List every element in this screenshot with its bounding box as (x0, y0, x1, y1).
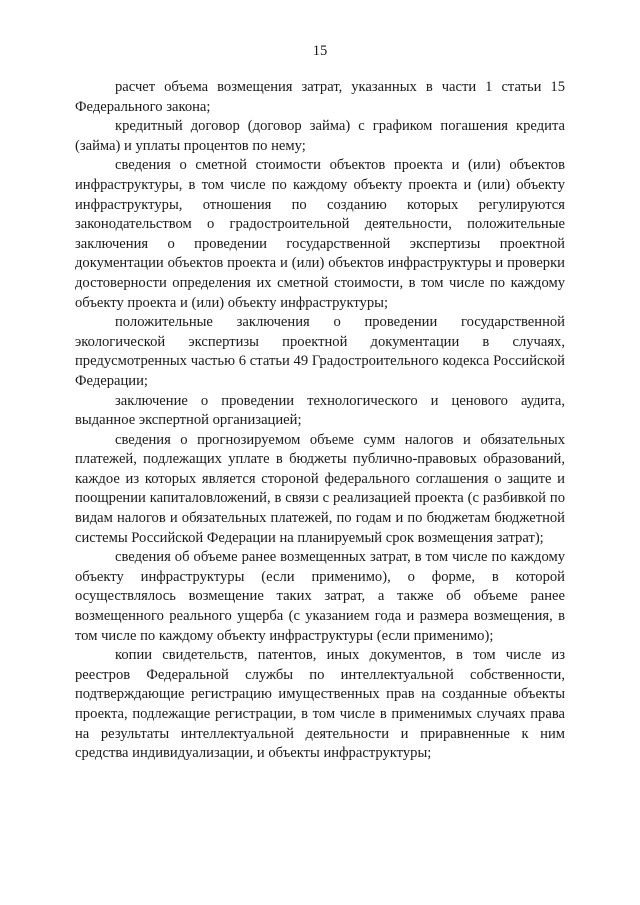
paragraph-loan-agreement: кредитный договор (договор займа) с графиком погашения кредита (займа) и уплаты процентов по нему; (75, 118, 565, 154)
document-body (75, 78, 565, 764)
paragraph-tax-forecast: сведения о прогнозируемом объеме сумм налогов и обязательных платежей, подлежащих уплате в бюджеты публично-правовых образований, каждое из которых является стороной федерального соглашения о защите и поощрении капиталовложений, в связи с реализацией проекта (с разбивкой по видам налогов и обязательных платежей, по годам и по бюджетам бюджетной системы Российской Федерации на планируемый срок возмещения затрат); (75, 431, 565, 546)
paragraph-technology-audit: заключение о проведении технологического и ценового аудита, выданное экспертной организацией; (75, 392, 565, 429)
page-number: 15 (312, 43, 328, 59)
paragraph-estimated-cost: сведения о сметной стоимости объектов проекта и (или) объектов инфраструктуры, в том числе по каждому объекту проекта и (или) объекту инфраструктуры, отношения по созданию которых регулируются законодательством о градостроительной деятельности, положительные заключения о проведении государственной экспертизы проектной документации объектов проекта и (или) объектов инфраструктуры и проверки достоверности определения их сметной стоимости, в том числе по каждому объекту проекта и (или) объекту инфраструктуры; (75, 157, 565, 311)
paragraph-cost-calculation: расчет объема возмещения затрат, указанных в части 1 статьи 15 Федерального закона; (75, 79, 565, 115)
paragraph-ecological-expertise: положительные заключения о проведении государственной экологической экспертизы проектной документации в случаях, предусмотренных частью 6 статьи 49 Градостроительного кодекса Российской Федерации; (75, 314, 565, 389)
paragraph-previous-reimbursement: сведения об объеме ранее возмещенных затрат, в том числе по каждому объекту инфраструктуры (если применимо), о форме, в которой осуществлялось возмещение таких затрат, а также об объеме ранее возмещенного реального ущерба (с указанием года и размера возмещения, в том числе по каждому объекту инфраструктуры (если применимо); (75, 549, 565, 644)
paragraph-ip-certificates: копии свидетельств, патентов, иных документов, в том числе из реестров Федеральной службы по интеллектуальной собственности, подтверждающие регистрацию имущественных прав на созданные объекты проекта, подлежащие регистрации, в том числе в применимых случаях права на результаты интеллектуальной деятельности и приравненные к ним средства индивидуализации, и объекты инфраструктуры; (75, 647, 565, 762)
